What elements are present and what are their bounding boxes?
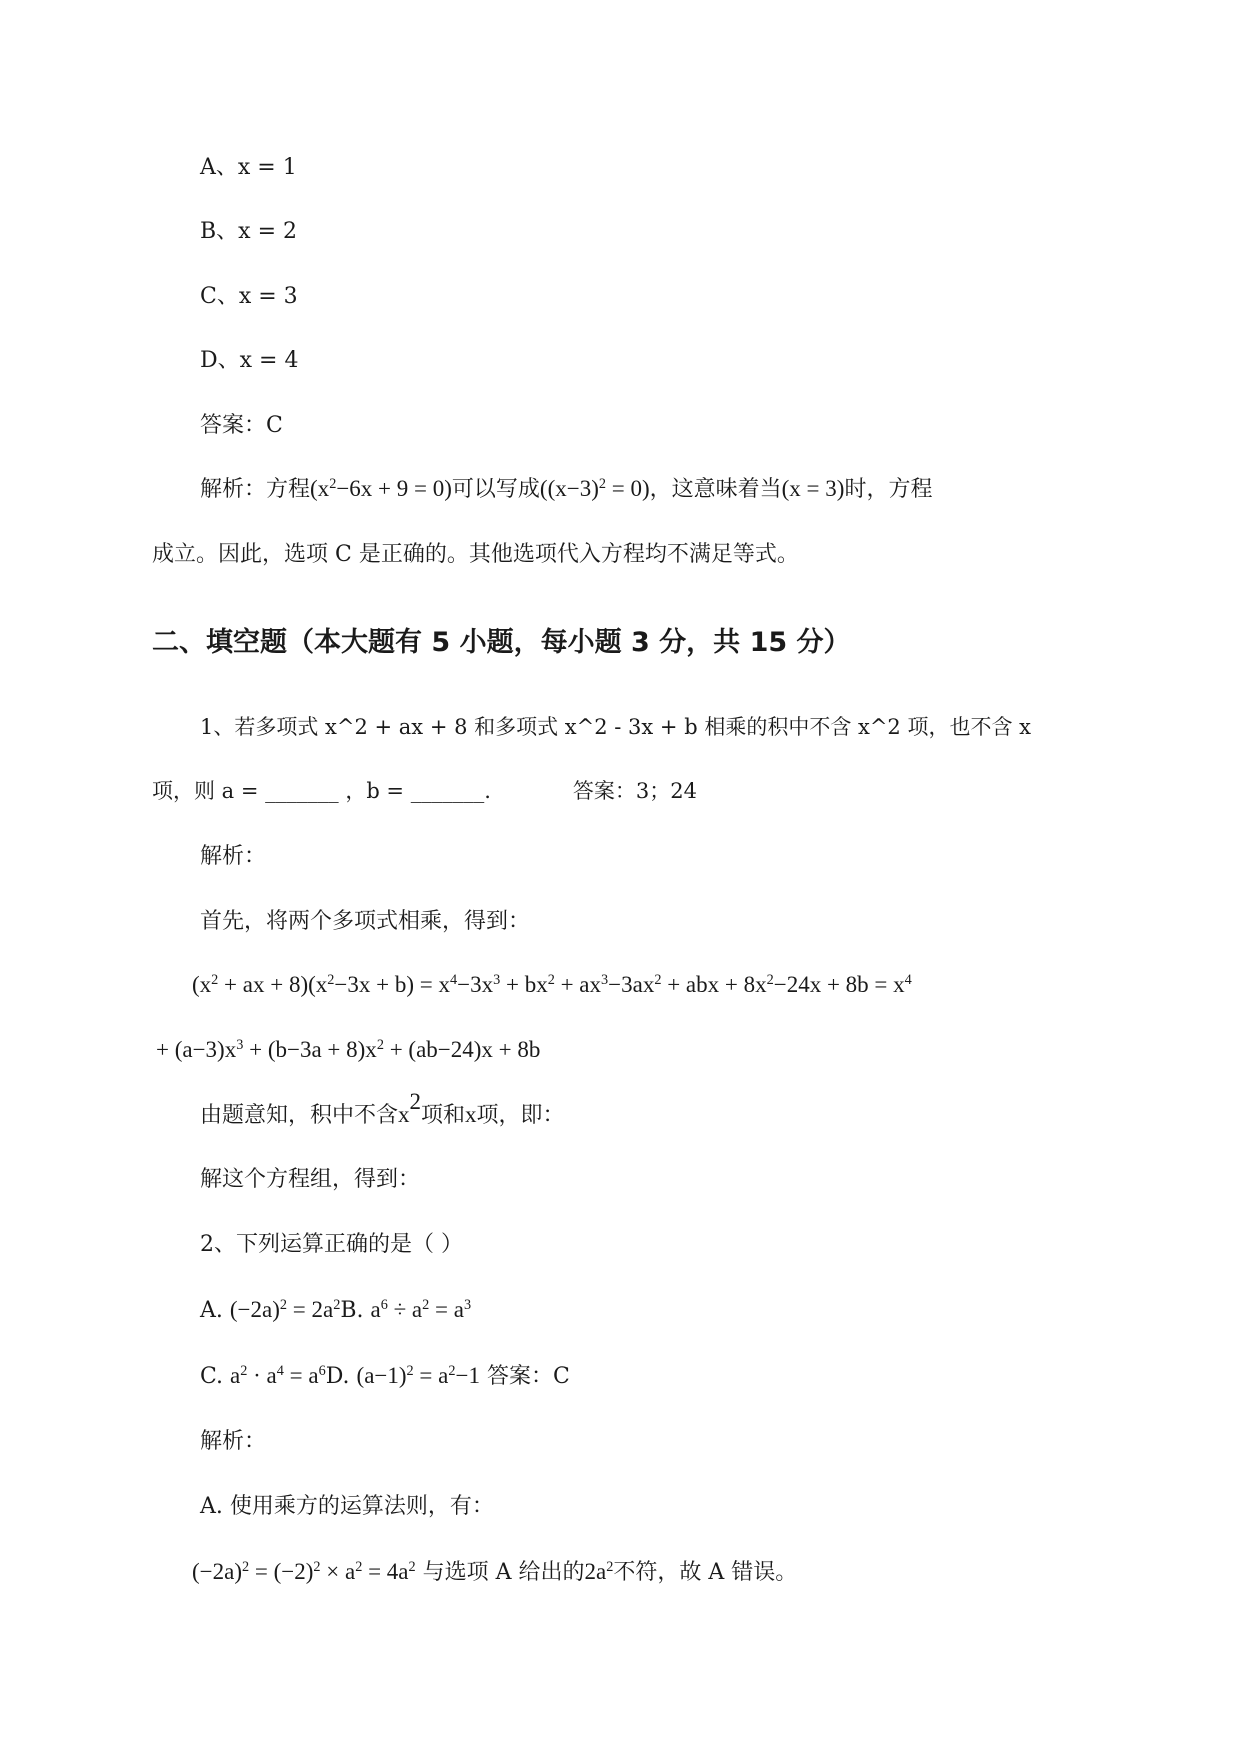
q1-answer: 答案：C bbox=[200, 413, 283, 438]
q1-analysis-line1: 解析：方程$(x^2-6x + 9 = 0)$可以写成$((x-3)^2 = 0)$，这意味着当(x = 3)时，方程 bbox=[200, 476, 933, 502]
fill2-step-a-result: $(-2a)^2 = (-2)^2 \times a^2 = 4a^2$ 与选项 A 给出的$2a^2$不符，故 A 错误。 bbox=[192, 1559, 798, 1585]
option-d: D、x = 4 bbox=[200, 348, 299, 373]
q1-analysis-line2: 成立。因此，选项 C 是正确的。其他选项代入方程均不满足等式。 bbox=[152, 542, 799, 567]
fill1-expansion-line1: ($x^2$ + ax + $8)(x^2-3x + b) = x^4-3x^3 + bx^2 + ax^3-3ax^2$ + abx + $8x^2-24x + 8b = x^4$ bbox=[192, 972, 912, 997]
fill2-analysis-label: 解析： bbox=[200, 1429, 267, 1454]
fill1-analysis-label: 解析： bbox=[200, 844, 267, 869]
fill2-question: 2、下列运算正确的是（ ） bbox=[200, 1232, 463, 1257]
fill1-question-line1: 1、若多项式 x^2 + ax + 8 和多项式 x^2 - 3x + b 相乘的积中不含 x^2 项，也不含 x bbox=[200, 715, 1031, 739]
option-a: A、x = 1 bbox=[200, 155, 297, 180]
fill1-question-line2: 项，则 a = _______ ，b = _______. 答案：3；24 bbox=[152, 779, 697, 803]
fill2-options-ab: A. $(-2a)^2 = 2a^2B$. $a^6 \div a^2 = a^3$ bbox=[200, 1297, 472, 1323]
section-heading: 二、填空题（本大题有 5 小题，每小题 3 分，共 15 分） bbox=[152, 627, 851, 658]
option-c: C、x = 3 bbox=[200, 284, 298, 309]
fill1-expansion-line2: + $(a-3)x^3 + (b-3a + 8)x^2 + (ab-24)x + 8b$ bbox=[156, 1037, 541, 1062]
fill2-options-cd: C. $a^2 \cdot a^4 = a^6D$. $(a-1)^2 = a^2-1$ 答案：C bbox=[200, 1363, 570, 1389]
fill1-condition: 由题意知，积中不含$x^2$项和x项，即： bbox=[200, 1089, 565, 1128]
fill1-step1: 首先，将两个多项式相乘，得到： bbox=[200, 909, 531, 934]
fill1-solve: 解这个方程组，得到： bbox=[200, 1167, 421, 1192]
option-b: B、x = 2 bbox=[200, 219, 297, 244]
fill2-step-a: A. 使用乘方的运算法则，有： bbox=[200, 1494, 494, 1519]
